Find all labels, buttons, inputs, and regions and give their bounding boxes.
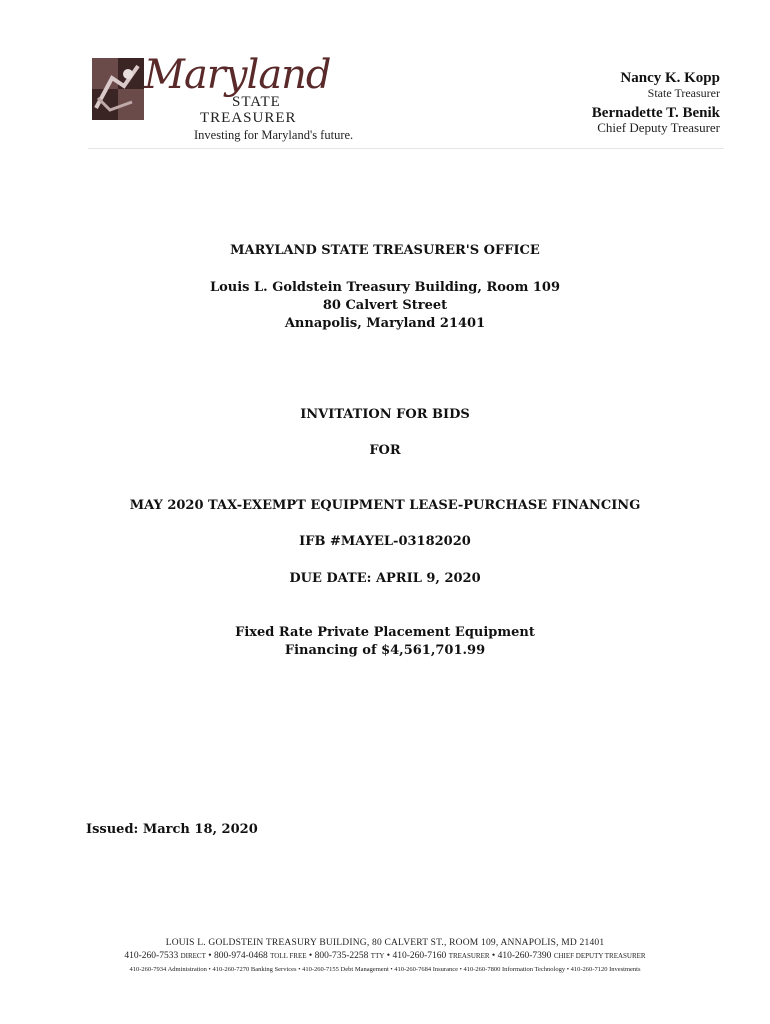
phone-tty: 800-735-2258 — [314, 951, 369, 961]
label-tollfree: TOLL FREE — [270, 952, 307, 960]
footer-phones: 410-260-7533 DIRECT • 800-974-0468 TOLL FREE • 800-735-2258 TTY • 410-260-7160 TREASURER • 410-260-7390 CHIEF DEPUTY TREASURER — [124, 951, 646, 961]
maryland-logo-icon — [92, 58, 144, 120]
footer-address: LOUIS L. GOLDSTEIN TREASURY BUILDING, 80 CALVERT ST., ROOM 109, ANNAPOLIS, MD 21401 — [165, 938, 605, 948]
label-tty: TTY — [370, 952, 385, 960]
letterhead — [88, 50, 724, 149]
address-line-1: Louis L. Goldstein Treasury Building, Room 109 — [209, 280, 561, 295]
for-heading: FOR — [369, 443, 401, 458]
invitation-heading: INVITATION FOR BIDS — [300, 407, 470, 422]
due-date: DUE DATE: APRIL 9, 2020 — [289, 571, 481, 586]
address-line-2: 80 Calvert Street — [322, 298, 448, 313]
office-heading: MARYLAND STATE TREASURER'S OFFICE — [230, 243, 540, 258]
phone-tollfree: 800-974-0468 — [213, 951, 268, 961]
logo-script: Maryland — [144, 52, 331, 98]
logo-tagline: Investing for Maryland's future. — [194, 128, 354, 142]
logo-treasurer: TREASURER — [200, 110, 297, 126]
description-line-1: Fixed Rate Private Placement Equipment — [235, 625, 535, 640]
description-line-2: Financing of $4,561,701.99 — [284, 643, 486, 658]
label-deputy: CHIEF DEPUTY TREASURER — [553, 952, 646, 960]
issued-date: Issued: March 18, 2020 — [86, 822, 258, 837]
label-treasurer: TREASURER — [448, 952, 490, 960]
label-direct: DIRECT — [180, 952, 206, 960]
address-line-3: Annapolis, Maryland 21401 — [284, 316, 486, 331]
phone-direct: 410-260-7533 — [124, 951, 179, 961]
phone-deputy: 410-260-7390 — [497, 951, 552, 961]
logo-state: STATE — [232, 94, 281, 110]
document-title: MAY 2020 TAX-EXEMPT EQUIPMENT LEASE-PURCHASE FINANCING — [129, 498, 641, 513]
deputy-name: Bernadette T. Benik — [591, 105, 720, 121]
treasurer-name: Nancy K. Kopp — [620, 70, 720, 86]
ifb-number: IFB #MAYEL-03182020 — [299, 534, 471, 549]
officials — [592, 70, 720, 140]
footer-departments: 410-260-7934 Administration • 410-260-7270 Banking Services • 410-260-7155 Debt Management • 410-260-7684 Insurance • 410-260-7800 Information Technology • 410-260-7120 Investments — [129, 966, 641, 973]
treasurer-title: State Treasurer — [647, 86, 720, 100]
deputy-title: Chief Deputy Treasurer — [597, 120, 720, 135]
phone-treasurer: 410-260-7160 — [392, 951, 447, 961]
